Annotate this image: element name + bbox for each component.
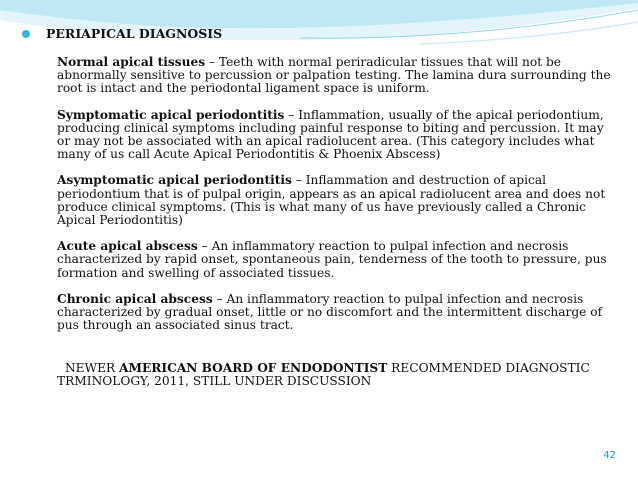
paragraph-chronic-apical-abscess bbox=[57, 293, 617, 333]
footer-prefix: NEWER bbox=[65, 361, 120, 375]
definition: – Teeth with normal periradicular tissues that will not be abnormally sensitive to percussion or palpation testing. The lamina dura surrounding the root is intact and the periodontal ligament space is uniform. bbox=[57, 55, 611, 96]
paragraph-normal-apical-tissues bbox=[57, 56, 617, 96]
definition: – Inflammation, usually of the apical periodontium, producing clinical symptoms including painful response to biting and percussion. It may or may not be associated with an apical radiolucent area. (This category includes what many of us call Acute Apical Periodontitis & Phoenix Abscess) bbox=[57, 107, 604, 162]
page-number: 42 bbox=[603, 450, 616, 461]
footer-suffix: RECOMMENDED DIAGNOSTIC TRMINOLOGY, 2011, STILL UNDER DISCUSSION bbox=[57, 361, 590, 389]
paragraph-acute-apical-abscess bbox=[57, 240, 617, 280]
definition: – Inflammation and destruction of apical periodontium that is of pulpal origin, appears as an apical radiolucent area and does not produce clinical symptoms. (This is what many of us have previously called a Chronic Apical Periodontitis) bbox=[57, 173, 606, 228]
term: Chronic apical abscess bbox=[57, 291, 213, 306]
slide-title: PERIAPICAL DIAGNOSIS bbox=[46, 26, 223, 41]
paragraph-symptomatic-apical-periodontitis bbox=[57, 109, 617, 162]
footer-note bbox=[57, 362, 617, 388]
term: Symptomatic apical periodontitis bbox=[57, 107, 285, 122]
term: Asymptomatic apical periodontitis bbox=[57, 173, 292, 188]
term: Acute apical abscess bbox=[57, 239, 198, 254]
term: Normal apical tissues bbox=[57, 55, 206, 69]
bullet-icon bbox=[22, 30, 30, 38]
slide-title-row bbox=[22, 26, 222, 41]
definition: – An inflammatory reaction to pulpal infection and necrosis characterized by gradual onset, little or no discomfort and the intermittent discharge of pus through an associated sinus tract. bbox=[57, 291, 603, 333]
definition: – An inflammatory reaction to pulpal infection and necrosis characterized by rapid onset, spontaneous pain, tenderness of the tooth to pressure, pus formation and swelling of associated tissues. bbox=[57, 239, 607, 280]
paragraph-asymptomatic-apical-periodontitis bbox=[57, 174, 617, 227]
footer-emphasis: AMERICAN BOARD OF ENDODONTIST bbox=[119, 361, 388, 375]
slide-content bbox=[57, 56, 617, 345]
